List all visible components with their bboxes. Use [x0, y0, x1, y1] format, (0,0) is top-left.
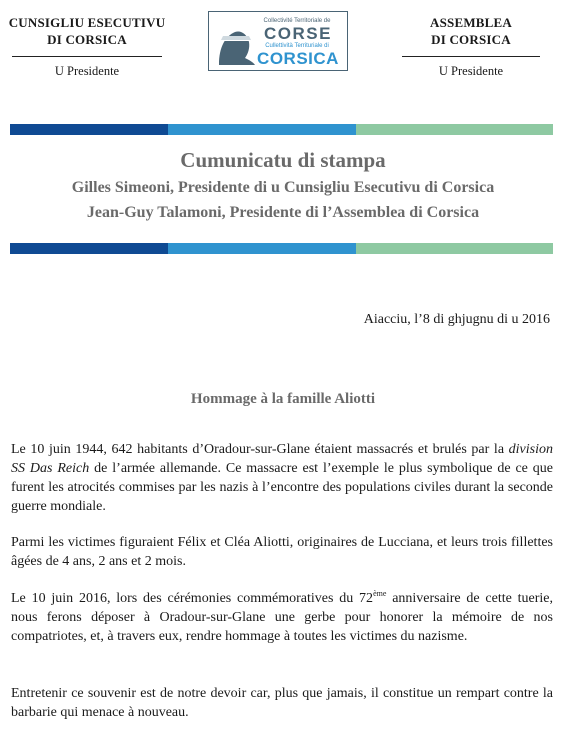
header-right-block: [398, 14, 544, 80]
dateline: Aiacciu, l’8 di ghjugnu di u 2016: [363, 312, 550, 327]
color-band-top: [10, 124, 553, 135]
band-segment-mid: [168, 243, 356, 254]
paragraph-3: [11, 589, 553, 646]
paragraph-text: de l’armée allemande. Ce massacre est l’exemple le plus symbolique de ce que furent les atrocités commises par les nazis à l’encontre des populations civiles durant la seconde guerre mondiale.: [11, 461, 553, 514]
logo-bottom-caption: Cullettività Territuriale di: [265, 43, 329, 49]
header-left-divider: [12, 56, 162, 57]
logo-word-corse: CORSE: [264, 24, 332, 43]
org-name-line2: DI CORSICA: [47, 32, 127, 47]
subtitle-line1: Gilles Simeoni, Presidente di u Cunsigliu Esecutivu di Corsica: [71, 179, 495, 196]
org-name-line2: DI CORSICA: [431, 32, 511, 47]
band-segment-dark: [10, 124, 168, 135]
paragraph-text: Le 10 juin 1944, 642 habitants d’Oradour-sur-Glane étaient massacrés et brulés par la: [11, 442, 509, 457]
paragraph-text: anniversaire de cette tuerie, nous ferons déposer à Oradour-sur-Glane une gerbe pour honorer la mémoire de nos compatriotes, et, à travers eux, rendre hommage à toutes les victimes du nazisme.: [11, 591, 553, 644]
paragraph-text: Le 10 juin 2016, lors des cérémonies commémoratives du 72: [11, 591, 374, 606]
paragraph-1: [11, 440, 553, 516]
band-segment-light: [356, 243, 553, 254]
org-name-line1: ASSEMBLEA: [430, 15, 512, 30]
ordinal-suffix: ème: [373, 589, 387, 598]
org-name-line1: CUNSIGLIU ESECUTIVU: [8, 15, 166, 30]
corse-logo: [208, 11, 348, 71]
header-right-divider: [402, 56, 540, 57]
band-segment-light: [356, 124, 553, 135]
italic-text: division SS Das Reich: [11, 442, 553, 476]
color-band-bottom: [10, 243, 553, 254]
header-left-block: [8, 14, 166, 80]
moor-head-icon: [209, 12, 349, 72]
band-segment-mid: [168, 124, 356, 135]
role-label: U Presidente: [438, 64, 504, 78]
subtitle-line2: Jean-Guy Talamoni, Presidente di l’Assemblea di Corsica: [86, 204, 480, 221]
role-label: U Presidente: [54, 64, 120, 78]
paragraph-4: Entretenir ce souvenir est de notre devoir car, plus que jamais, il constitue un rempart contre la barbarie qui menace à nouveau.: [11, 686, 553, 720]
logo-top-caption: Collectivité Territoriale de: [263, 18, 331, 24]
paragraph-2: Parmi les victimes figuraient Félix et Cléa Aliotti, originaires de Lucciana, et leurs trois fillettes âgées de 4 ans, 2 ans et 2 mois.: [11, 535, 553, 569]
press-release-titles: [0, 146, 566, 224]
page-title: Cumunicatu di stampa: [180, 148, 386, 172]
subject-heading: Hommage à la famille Aliotti: [190, 391, 376, 407]
logo-word-corsica: CORSICA: [257, 49, 339, 68]
band-segment-dark: [10, 243, 168, 254]
